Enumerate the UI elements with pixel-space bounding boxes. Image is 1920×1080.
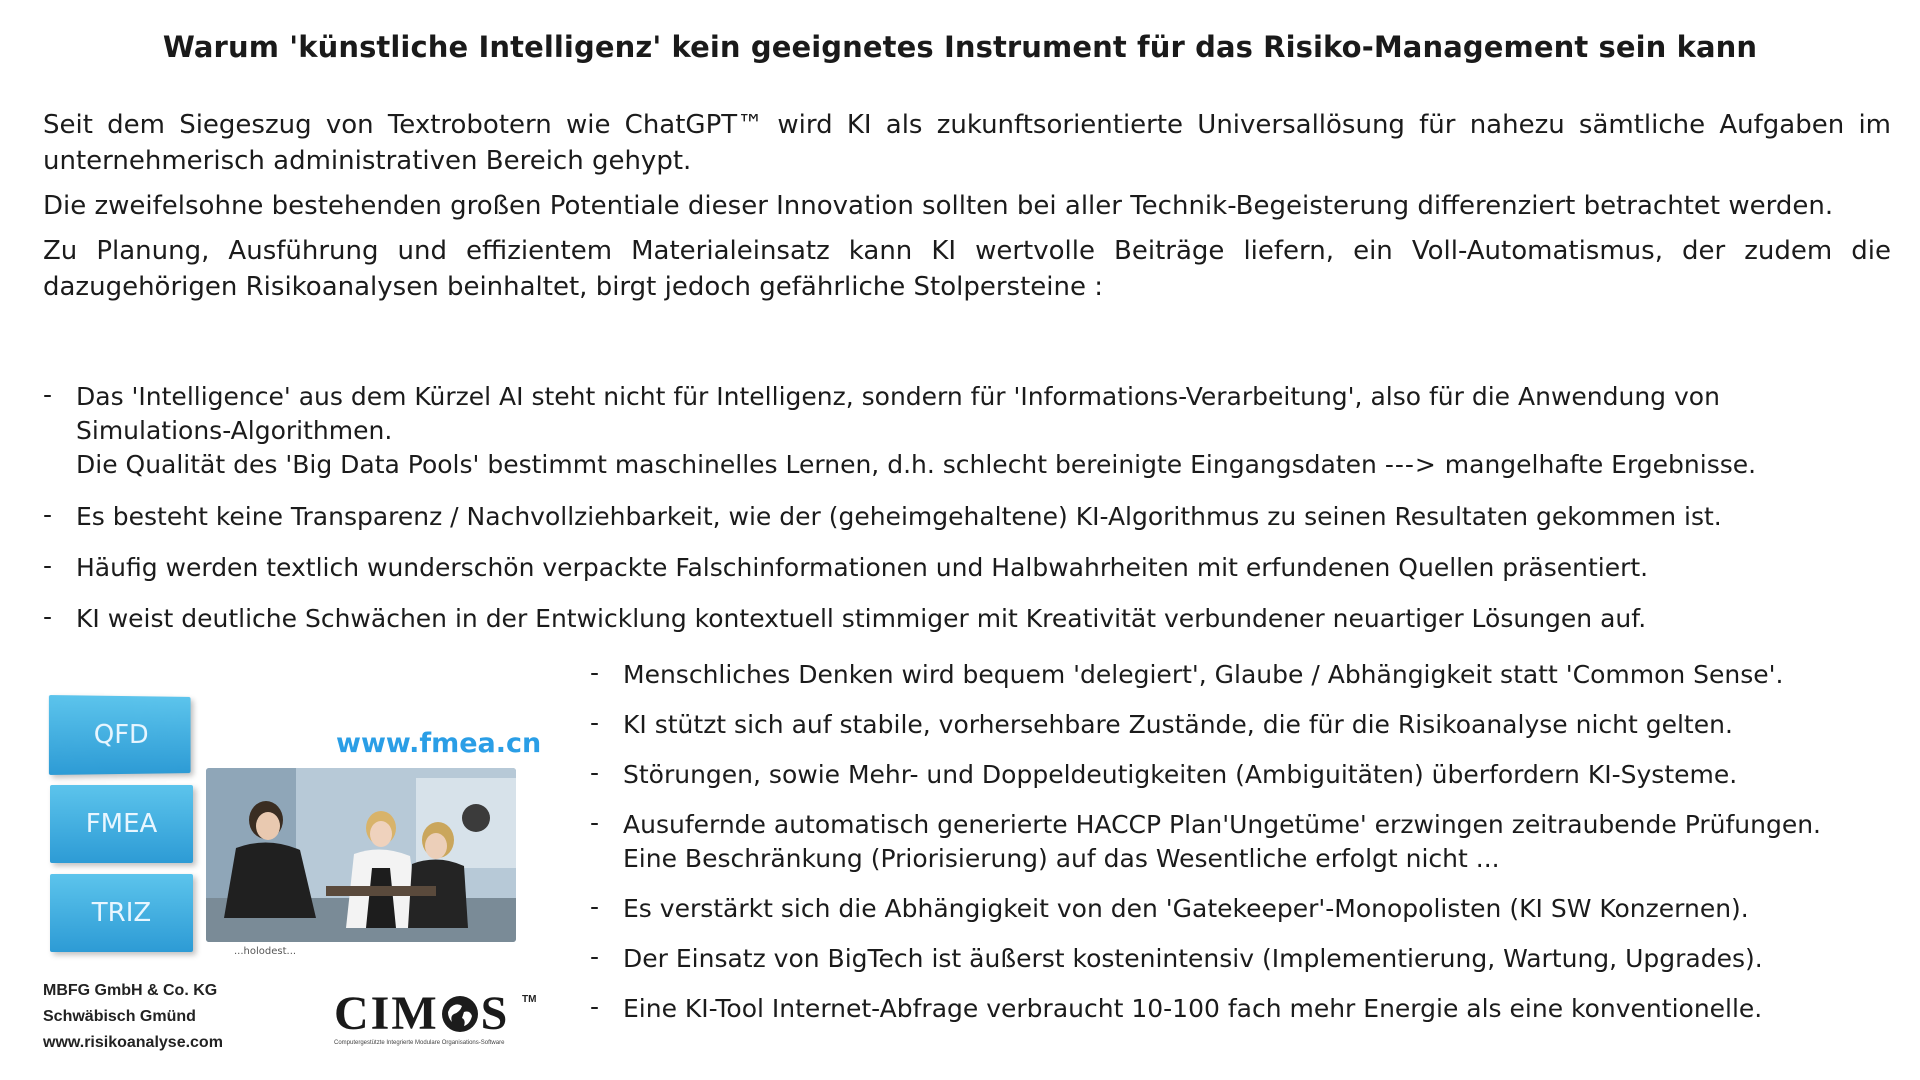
bullet-dash: - (590, 808, 600, 837)
list-item-line: Störungen, sowie Mehr- und Doppeldeutigkeiten (Ambiguitäten) überfordern KI-Systeme. (623, 760, 1738, 789)
list-item (43, 551, 1903, 585)
cimos-logo (334, 987, 544, 1046)
photo-url: www.fmea.cn (336, 728, 542, 759)
list-item-line: Simulations-Algorithmen. (76, 416, 393, 445)
globe-icon (440, 994, 480, 1034)
intro-paragraph: Die zweifelsohne bestehenden großen Potentiale dieser Innovation sollten bei aller Technik-Begeisterung differenziert betrachtet werden. (43, 191, 1834, 221)
company-name: MBFG GmbH & Co. KG (43, 982, 218, 999)
bullet-dash: - (43, 380, 53, 409)
list-item (590, 808, 1910, 876)
list-item (590, 892, 1910, 926)
list-item (43, 380, 1903, 482)
bullet-dash: - (43, 500, 53, 529)
list-item-text: mangelhafte Ergebnisse. (1444, 450, 1757, 479)
company-website[interactable]: www.risikoanalyse.com (43, 1034, 223, 1051)
list-item-line: Es besteht keine Transparenz / Nachvollziehbarkeit, wie der (geheimgehaltene) KI-Algorithmus zu seinen Resultaten gekommen ist. (76, 502, 1722, 531)
arrow-indicator: ---> (1384, 450, 1437, 479)
list-item-line: Ausufernde automatisch generierte HACCP Plan'Ungetüme' erzwingen zeitraubende Prüfungen. (623, 810, 1821, 839)
list-item-line: Menschliches Denken wird bequem 'delegiert', Glaube / Abhängigkeit statt 'Common Sense'. (623, 660, 1784, 689)
list-item-line: Das 'Intelligence' aus dem Kürzel AI steht nicht für Intelligenz, sondern für 'Informations-Verarbeitung', also für die Anwendung von (76, 382, 1720, 411)
list-item (590, 758, 1910, 792)
list-item-line: Es verstärkt sich die Abhängigkeit von den 'Gatekeeper'-Monopolisten (KI SW Konzernen). (623, 894, 1749, 923)
list-item-line: KI stützt sich auf stabile, vorhersehbare Zustände, die für die Risikoanalyse nicht gelten. (623, 710, 1733, 739)
method-illustration (44, 688, 544, 957)
list-item-line (76, 448, 1903, 482)
office-scene-image (206, 768, 516, 942)
list-item (590, 658, 1910, 692)
office-photo (206, 768, 516, 942)
intro-paragraph: Seit dem Siegeszug von Textrobotern wie ChatGPT™ wird KI als zukunftsorientierte Universallösung für nahezu sämtliche Aufgaben im unternehmerisch administrativen Bereich gehypt. (43, 110, 1891, 176)
logo-text: CIM (334, 987, 439, 1040)
tile-qfd: QFD (49, 695, 191, 775)
bullet-dash: - (590, 942, 600, 971)
list-item-text: Die Qualität des 'Big Data Pools' bestimmt maschinelles Lernen, d.h. schlecht bereinigte Eingangsdaten (76, 450, 1377, 479)
bullet-dash: - (590, 658, 600, 687)
intro-text (43, 107, 1891, 314)
list-item-line: Eine Beschränkung (Priorisierung) auf das Wesentliche erfolgt nicht ... (623, 844, 1500, 873)
list-item (43, 500, 1903, 534)
logo-subtitle: Computergestützte Integrierte Modulare Organisations-Software (334, 1040, 505, 1046)
list-item (590, 942, 1910, 976)
list-item (590, 708, 1910, 742)
bullet-dash: - (590, 758, 600, 787)
image-caption: ...holodest... (234, 946, 297, 957)
bullet-dash: - (590, 892, 600, 921)
company-info (43, 978, 223, 1056)
intro-paragraph: Zu Planung, Ausführung und effizientem Materialeinsatz kann KI wertvolle Beiträge liefern, ein Voll-Automatismus, der zudem die dazugehörigen Risikoanalysen beinhaltet, birgt jedoch gefährliche Stolpersteine : (43, 236, 1891, 302)
logo-wordmark (334, 987, 544, 1040)
bullet-dash: - (43, 602, 53, 631)
risk-list-secondary (590, 658, 1910, 1026)
trademark-symbol: TM (522, 994, 537, 1005)
bullet-dash: - (43, 551, 53, 580)
list-item-line: Eine KI-Tool Internet-Abfrage verbraucht 10-100 fach mehr Energie als eine konventionelle. (623, 994, 1763, 1023)
list-item-line: Häufig werden textlich wunderschön verpackte Falschinformationen und Halbwahrheiten mit erfundenen Quellen präsentiert. (76, 553, 1649, 582)
bullet-dash: - (590, 708, 600, 737)
page-title: Warum 'künstliche Intelligenz' kein geeignetes Instrument für das Risiko-Management sein kann (162, 30, 1758, 64)
company-city: Schwäbisch Gmünd (43, 1008, 196, 1025)
tile-fmea: FMEA (50, 785, 193, 863)
tile-triz: TRIZ (50, 874, 193, 952)
list-item (43, 602, 1903, 636)
risk-list-primary (43, 380, 1903, 636)
logo-text: S (480, 987, 510, 1040)
list-item-line: Der Einsatz von BigTech ist äußerst kostenintensiv (Implementierung, Wartung, Upgrades). (623, 944, 1763, 973)
bullet-dash: - (590, 992, 600, 1021)
list-item (590, 992, 1910, 1026)
list-item-line: KI weist deutliche Schwächen in der Entwicklung kontextuell stimmiger mit Kreativität verbundener neuartiger Lösungen auf. (76, 604, 1647, 633)
